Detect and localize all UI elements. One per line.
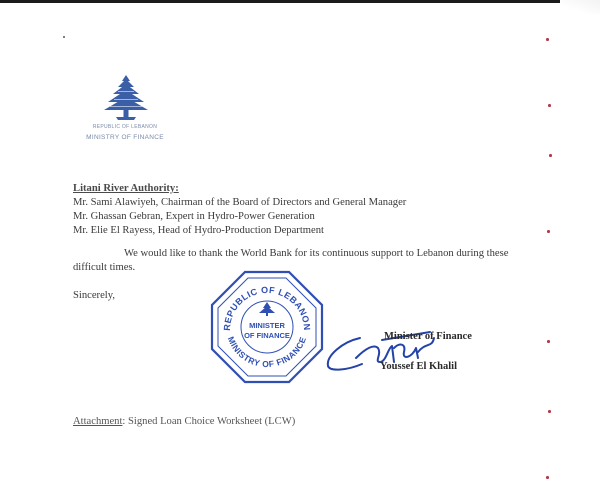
scan-speck [546, 476, 549, 479]
scan-speck [548, 104, 551, 107]
page-corner [560, 0, 600, 14]
recipient-line: Mr. Elie El Rayess, Head of Hydro-Production Department [73, 225, 324, 236]
official-stamp [208, 268, 326, 386]
stamp-center-line2: OF FINANCE [244, 331, 290, 340]
cedar-tree-icon [100, 73, 152, 123]
scan-speck [547, 340, 550, 343]
attachment-text: : Signed Loan Choice Worksheet (LCW) [122, 416, 296, 427]
scan-speck [548, 410, 551, 413]
recipient-line: Mr. Ghassan Gebran, Expert in Hydro-Power Generation [73, 211, 315, 222]
scan-speck [546, 38, 549, 41]
letterhead-republic: REPUBLIC OF LEBANON [92, 124, 158, 130]
recipient-line: Mr. Sami Alawiyeh, Chairman of the Board of Directors and General Manager [73, 197, 407, 208]
signatory-title: Minister of Finance [384, 331, 472, 342]
attachment-note [73, 416, 295, 427]
scan-top-border [0, 0, 600, 3]
scan-speck [549, 154, 552, 157]
stamp-ring-bottom: MINISTRY OF FINANCE [225, 335, 309, 370]
stamp-ring-top: REPUBLIC OF LEBANON [221, 284, 313, 331]
attachment-label: Attachment [73, 416, 123, 427]
signatory-name: Youssef El Khalil [380, 361, 458, 372]
scan-speck [547, 230, 550, 233]
stamp-center-line1: MINISTER [249, 321, 285, 330]
scan-speck [63, 36, 65, 38]
letterhead-ministry: MINISTRY OF FINANCE [86, 134, 164, 141]
svg-text:MINISTRY OF FINANCE [226, 335, 308, 369]
closing: Sincerely, [73, 290, 115, 301]
recipient-organization: Litani River Authority: [73, 183, 179, 194]
cedar-tree-icon [259, 302, 275, 316]
body-paragraph-line: difficult times. [73, 262, 136, 273]
body-paragraph-line: We would like to thank the World Bank for its continuous support to Lebanon during these [124, 248, 509, 259]
